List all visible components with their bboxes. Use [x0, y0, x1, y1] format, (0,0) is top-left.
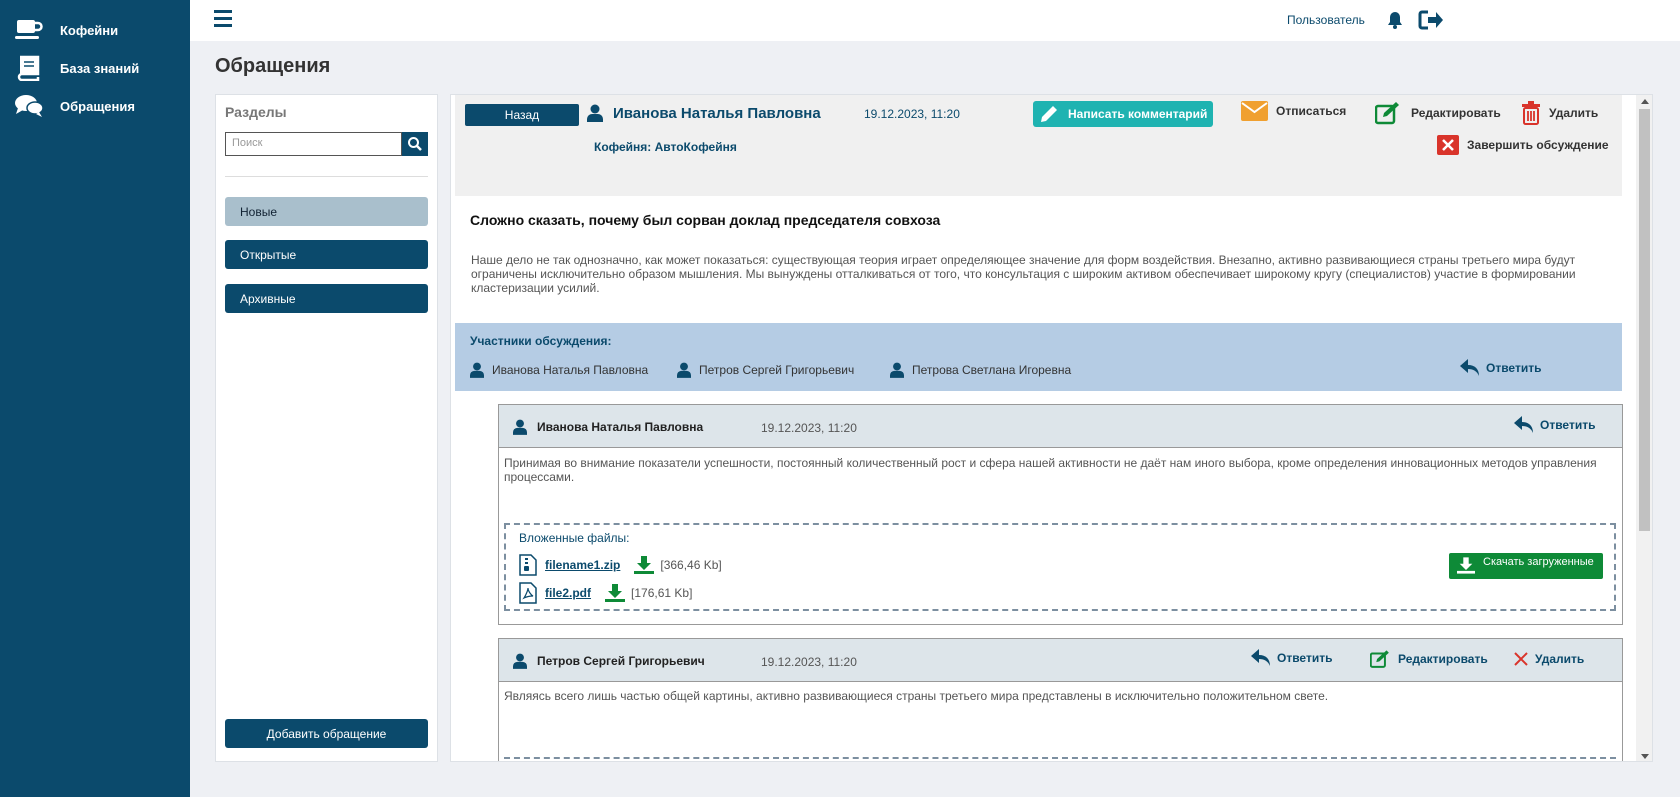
comment-author — [513, 652, 705, 670]
pdf-file-icon — [519, 582, 537, 604]
logout-icon[interactable] — [1418, 9, 1444, 31]
edit-ticket-button[interactable] — [1375, 101, 1501, 125]
participant-name: Петрова Светлана Игоревна — [912, 363, 1072, 377]
unsubscribe-button[interactable] — [1241, 101, 1346, 121]
sections-panel — [215, 94, 438, 762]
section-open-button[interactable]: Открытые — [225, 240, 428, 269]
divider — [225, 176, 428, 177]
close-discussion-label: Завершить обсуждение — [1467, 138, 1609, 152]
reply-icon — [1251, 649, 1271, 667]
comment-header — [499, 405, 1622, 448]
ticket-text: Наше дело не так однозначно, как может показаться: существующая теория играет определяющее значение для форм воздействия. Внезапно, активно развивающиеся страны третьего мира будут ограничены исключительно образом мышления. Мы вынуждены отталкиваться от того, что консультация с широким активом обеспечивает широкому кругу (специалистов) участие в формировании кластеризации усилий. — [471, 253, 1576, 295]
comment-reply-button[interactable] — [1514, 416, 1595, 434]
download-all-label: Скачать загруженные — [1483, 556, 1594, 568]
search-icon — [407, 136, 423, 152]
user-icon — [677, 361, 691, 379]
back-button[interactable]: Назад — [465, 104, 579, 126]
page-title: Обращения — [215, 55, 331, 77]
section-new-button[interactable]: Новые — [225, 197, 428, 226]
reply-icon — [1460, 359, 1480, 377]
close-icon — [1513, 651, 1529, 667]
sidebar-item-cafes[interactable] — [14, 17, 118, 43]
delete-ticket-button[interactable] — [1521, 101, 1598, 125]
comment-reply-button[interactable] — [1251, 649, 1332, 667]
download-icon — [1457, 557, 1475, 574]
search-button[interactable] — [402, 132, 428, 156]
ticket-author — [587, 104, 821, 122]
zip-file-icon — [519, 554, 537, 576]
ticket-panel — [450, 94, 1653, 762]
comment-author — [513, 418, 703, 436]
write-comment-button[interactable] — [1033, 101, 1213, 127]
envelope-icon — [1241, 101, 1268, 121]
sidebar-item-requests[interactable] — [14, 93, 135, 119]
download-icon[interactable] — [605, 584, 625, 602]
sidebar-item-label: База знаний — [60, 60, 140, 76]
comment-date: 19.12.2023, 11:20 — [761, 421, 857, 435]
comment-edit-label: Редактировать — [1398, 652, 1488, 666]
participant-item — [677, 361, 854, 379]
sidebar-item-knowledge-base[interactable] — [14, 55, 139, 81]
add-request-button[interactable]: Добавить обращение — [225, 719, 428, 748]
comment-text: Принимая во внимание показатели успешности, постоянный количественный рост и сфера нашей активности не даёт нам иного выбора, кроме определения инновационных методов управления процессами. — [504, 456, 1597, 484]
scroll-down-arrow-icon[interactable] — [1641, 754, 1649, 759]
ticket-author-name: Иванова Наталья Павловна — [613, 104, 821, 122]
reply-button[interactable] — [1460, 359, 1541, 377]
coffee-cup-icon — [14, 17, 44, 43]
comment-edit-button[interactable] — [1370, 649, 1488, 669]
topbar — [190, 0, 1680, 41]
file-row — [519, 582, 692, 604]
participant-name: Иванова Наталья Павловна — [492, 363, 649, 377]
attachments-box-edge — [504, 757, 1616, 759]
comment-author-name: Петров Сергей Григорьевич — [537, 654, 705, 668]
close-box-icon — [1437, 135, 1459, 155]
download-icon[interactable] — [634, 556, 654, 574]
user-icon — [513, 652, 527, 670]
comment-card — [498, 638, 1623, 762]
participant-name: Петров Сергей Григорьевич — [699, 363, 855, 377]
book-icon — [14, 55, 44, 81]
reply-label: Ответить — [1540, 418, 1596, 432]
user-icon — [890, 361, 904, 379]
search-input[interactable]: Поиск — [225, 132, 402, 156]
user-menu[interactable]: Пользователь — [1287, 13, 1365, 27]
trash-icon — [1521, 101, 1541, 125]
chat-bubbles-icon — [14, 93, 44, 119]
participants-bar — [455, 323, 1622, 391]
comment-header — [499, 639, 1622, 682]
attachments-title: Вложенные файлы: — [519, 531, 630, 545]
ticket-date: 19.12.2023, 11:20 — [864, 107, 960, 121]
write-comment-label: Написать комментарий — [1068, 107, 1208, 121]
app-sidebar — [0, 0, 190, 797]
edit-icon — [1370, 649, 1392, 669]
reply-icon — [1514, 416, 1534, 434]
file-size: [176,61 Kb] — [631, 586, 693, 600]
download-all-button[interactable] — [1449, 553, 1603, 579]
reply-label: Ответить — [1486, 361, 1542, 375]
edit-ticket-label: Редактировать — [1411, 106, 1501, 120]
comment-author-name: Иванова Наталья Павловна — [537, 420, 704, 434]
scrollbar[interactable] — [1636, 95, 1653, 762]
sidebar-item-label: Кофейни — [60, 22, 119, 38]
file-link[interactable]: filename1.zip — [545, 558, 621, 572]
user-icon — [587, 104, 603, 122]
attachments-box — [504, 523, 1616, 611]
scroll-thumb[interactable] — [1639, 109, 1650, 531]
file-link[interactable]: file2.pdf — [545, 586, 592, 600]
sidebar-item-label: Обращения — [60, 98, 135, 114]
menu-icon[interactable] — [214, 10, 232, 30]
participant-item — [890, 361, 1071, 379]
close-discussion-button[interactable] — [1437, 135, 1609, 155]
file-size: [366,46 Kb] — [660, 558, 722, 572]
ticket-title: Сложно сказать, почему был сорван доклад председателя совхоза — [470, 212, 941, 228]
section-archive-button[interactable]: Архивные — [225, 284, 428, 313]
bell-icon[interactable] — [1385, 10, 1405, 30]
comment-delete-label: Удалить — [1535, 652, 1585, 666]
ticket-cafe: Кофейня: АвтоКофейня — [594, 140, 737, 154]
user-icon — [513, 418, 527, 436]
scroll-up-arrow-icon[interactable] — [1641, 99, 1649, 104]
user-icon — [470, 361, 484, 379]
file-row — [519, 554, 722, 576]
comment-delete-button[interactable] — [1513, 651, 1584, 667]
participants-title: Участники обсуждения: — [470, 334, 612, 348]
comment-text: Являясь всего лишь частью общей картины, активно развивающиеся страны третьего мира представлены в исключительно положительном свете. — [504, 689, 1329, 703]
unsubscribe-label: Отписаться — [1276, 104, 1347, 118]
comment-card — [498, 404, 1623, 625]
sections-title: Разделы — [225, 104, 287, 120]
ticket-header — [455, 95, 1622, 196]
reply-label: Ответить — [1277, 651, 1333, 665]
pencil-icon — [1039, 104, 1061, 124]
comment-date: 19.12.2023, 11:20 — [761, 655, 857, 669]
delete-ticket-label: Удалить — [1549, 106, 1599, 120]
edit-icon — [1375, 101, 1403, 125]
participant-item — [470, 361, 648, 379]
